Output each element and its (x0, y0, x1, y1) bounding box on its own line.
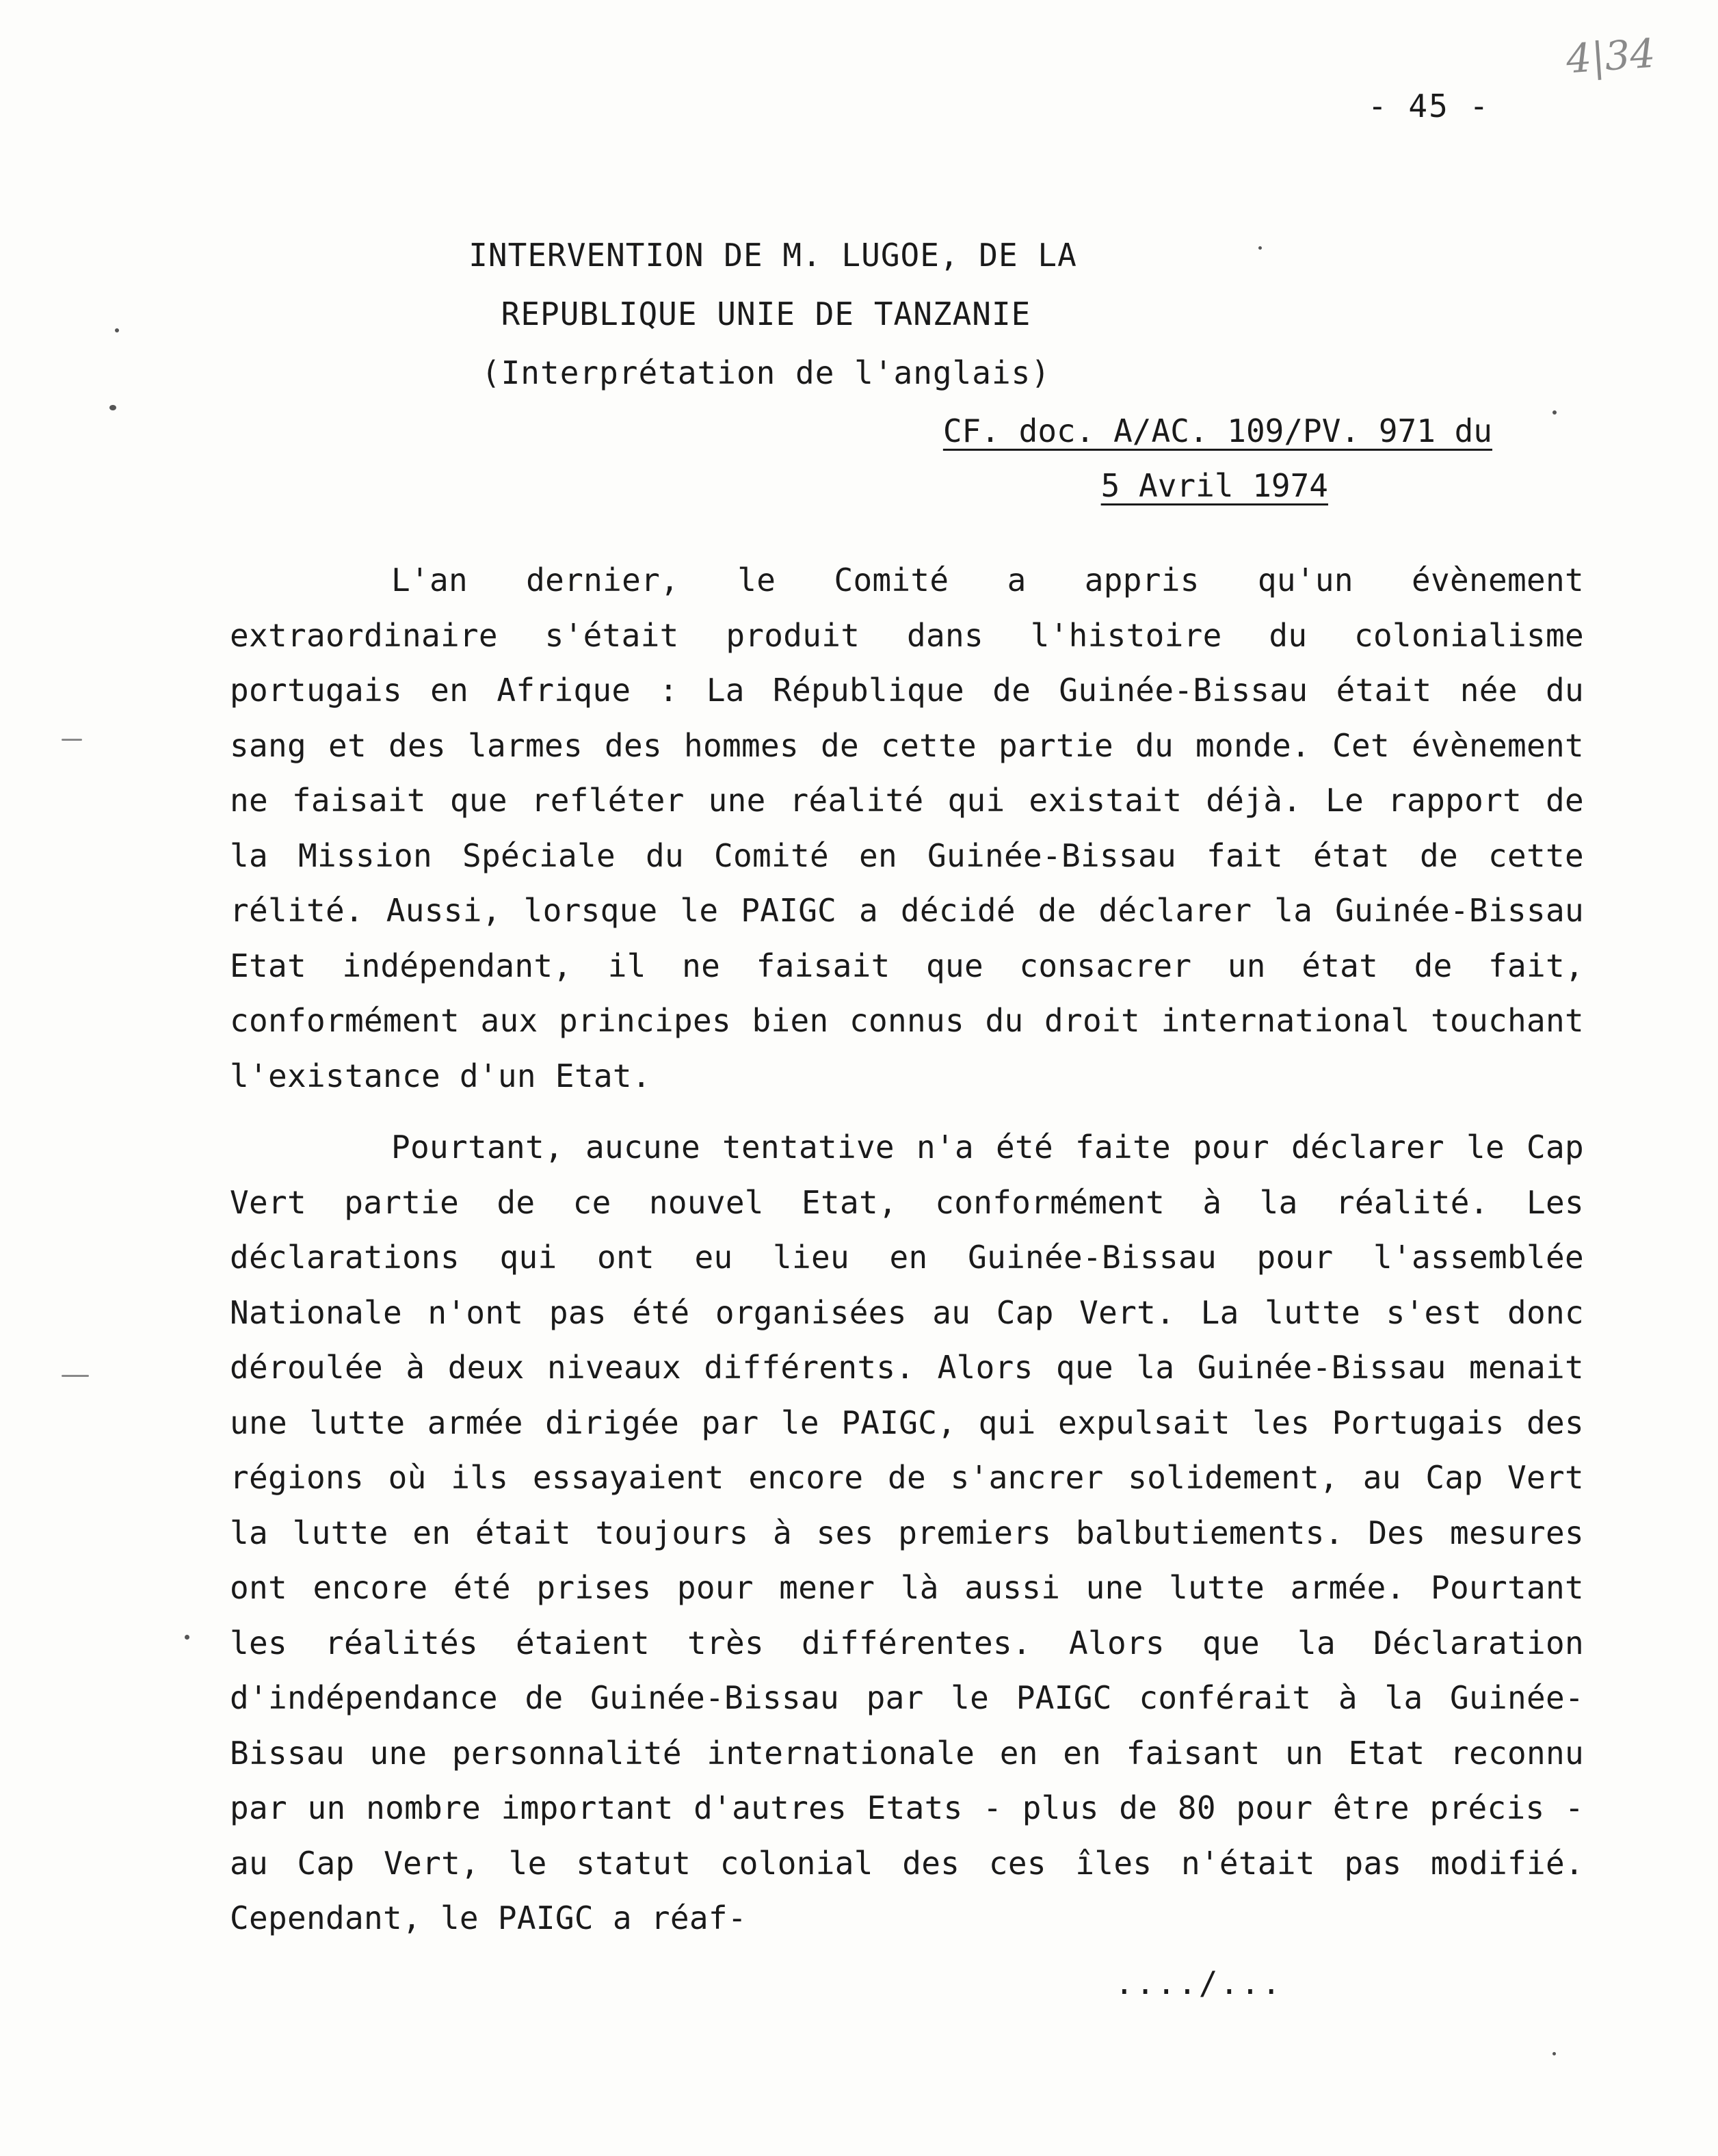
heading-line-3: (Interprétation de l'anglais) (481, 354, 1051, 391)
continuation-marker: ..../... (1115, 1964, 1283, 2001)
scan-speck (1552, 410, 1557, 415)
scan-speck (115, 328, 119, 332)
scan-speck (62, 1375, 89, 1377)
scan-speck (109, 405, 116, 410)
scan-speck (1258, 246, 1262, 250)
reference-line-2: 5 Avril 1974 (1100, 467, 1328, 504)
document-heading (0, 226, 1532, 402)
heading-line-1: INTERVENTION DE M. LUGOE, DE LA (468, 237, 1077, 274)
body-text (230, 553, 1584, 1962)
document-reference (943, 404, 1492, 513)
scan-speck (185, 1635, 189, 1640)
scan-speck (1552, 2052, 1556, 2055)
page-number: - 45 - (1368, 88, 1490, 124)
heading-line-2: REPUBLIQUE UNIE DE TANZANIE (501, 295, 1031, 332)
paragraph-2: Pourtant, aucune tentative n'a été faite pour déclarer le Cap Vert partie de ce nouvel Etat, conformément à la réalité. Les déclarations qui ont eu lieu en Guinée-Bissau pour l'assemblée Nationale n'ont pas été organisées au Cap Vert. La lutte s'est donc déroulée à deux niveaux différents. Alors que la Guinée-Bissau menait une lutte armée dirigée par le PAIGC, qui expulsait les Portugais des régions où ils essayaient encore de s'ancrer solidement, au Cap Vert la lutte en était toujours à ses premiers balbutiements. Des mesures ont encore été prises pour mener là aussi une lutte armée. Pourtant les réalités étaient très différentes. Alors que la Déclaration d'indépendance de Guinée-Bissau par le PAIGC conférait à la Guinée-Bissau une personnalité internationale en en faisant un Etat reconnu par un nombre important d'autres Etats - plus de 80 pour être précis - au Cap Vert, le statut colonial des ces îles n'était pas modifié. Cependant, le PAIGC a réaf- (230, 1129, 1584, 1936)
scan-speck (62, 739, 82, 741)
handwritten-annotation: 4|34 (1564, 29, 1657, 83)
reference-line-1: CF. doc. A/AC. 109/PV. 971 du (942, 412, 1492, 449)
paragraph-1: L'an dernier, le Comité a appris qu'un évènement extraordinaire s'était produit dans l'histoire du colonialisme portugais en Afrique : La République de Guinée-Bissau était née du sang et des larmes des hommes de cette partie du monde. Cet évènement ne faisait que refléter une réalité qui existait déjà. Le rapport de la Mission Spéciale du Comité en Guinée-Bissau fait état de cette rélité. Aussi, lorsque le PAIGC a décidé de déclarer la Guinée-Bissau Etat indépendant, il ne faisait que consacrer un état de fait, conformément aux principes bien connus du droit international touchant l'existance d'un Etat. (230, 562, 1584, 1094)
